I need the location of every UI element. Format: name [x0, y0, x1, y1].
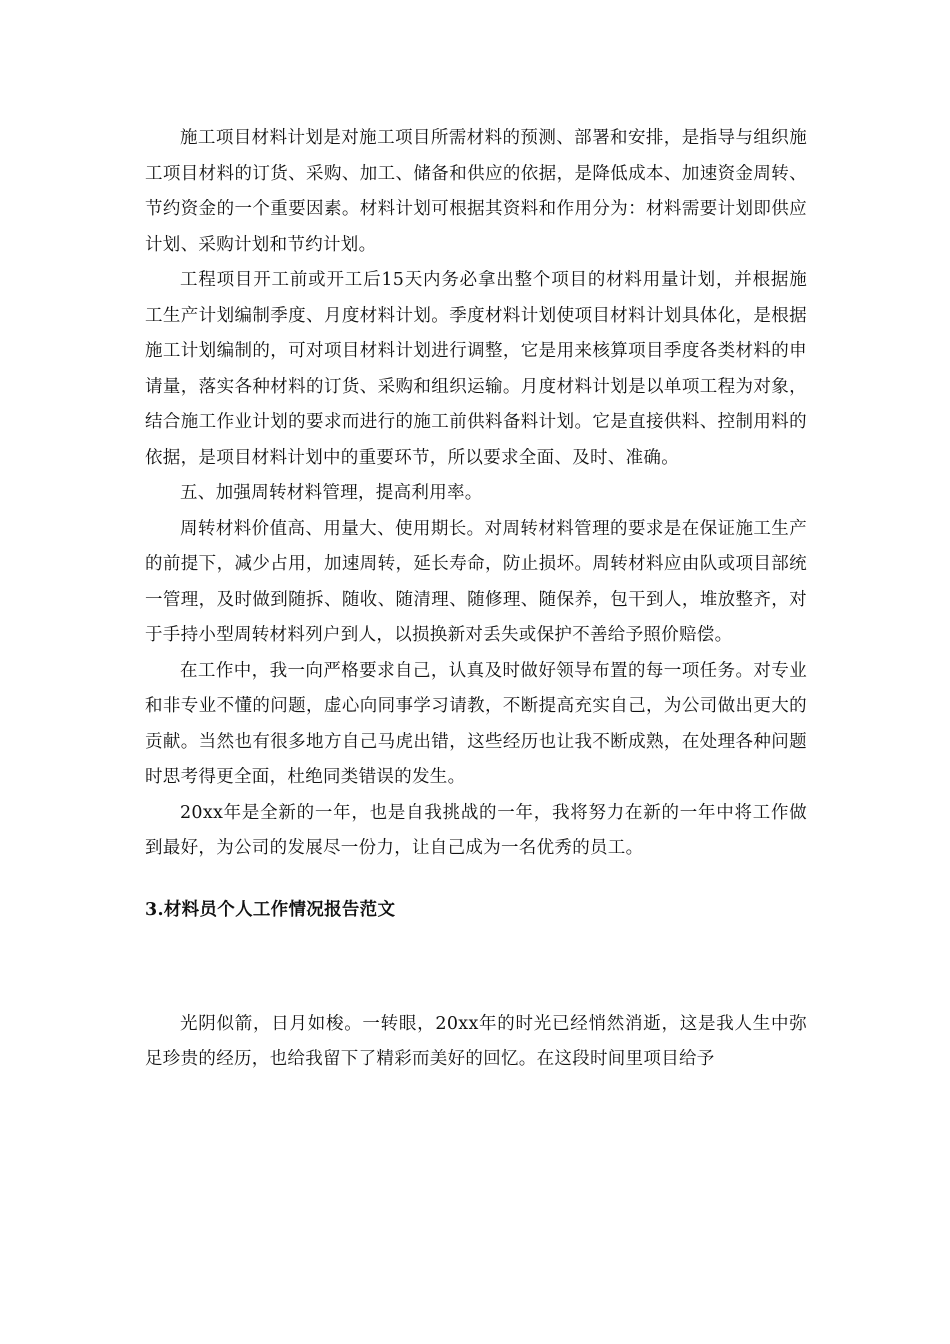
paragraph-section-five: 五、加强周转材料管理，提高利用率。 — [180, 483, 483, 503]
paragraph-time-flies: 光阴似箭，日月如梭。一转眼，20xx年的时光已经悄然消逝，这是我人生中弥足珍贵的经历，也给我留下了精彩而美好的回忆。在这段时间里项目给予 — [145, 1013, 807, 1069]
document-page — [145, 121, 807, 1078]
paragraph-material-plan: 施工项目材料计划是对施工项目所需材料的预测、部署和安排，是指导与组织施工项目材料的订货、采购、加工、储备和供应的依据，是降低成本、加速资金周转、节约资金的一个重要因素。材料计划可根据其资料和作用分为：材料需要计划即供应计划、采购计划和节约计划。 — [145, 128, 807, 255]
paragraph-work-attitude: 在工作中，我一向严格要求自己，认真及时做好领导布置的每一项任务。对专业和非专业不懂的问题，虚心向同事学习请教，不断提高充实自己，为公司做出更大的贡献。当然也有很多地方自己马虎出错，这些经历也让我不断成熟，在处理各种问题时思考得更全面，杜绝同类错误的发生。 — [145, 660, 807, 787]
paragraph-new-year: 20xx年是全新的一年，也是自我挑战的一年，我将努力在新的一年中将工作做到最好，为公司的发展尽一份力，让自己成为一名优秀的员工。 — [145, 802, 807, 858]
heading-spacer — [145, 928, 807, 1007]
paragraph-turnover-materials: 周转材料价值高、用量大、使用期长。对周转材料管理的要求是在保证施工生产的前提下，减少占用，加速周转，延长寿命，防止损坏。周转材料应由队或项目部统一管理，及时做到随拆、随收、随清理、随修理、随保养，包干到人，堆放整齐，对于手持小型周转材料列户到人，以损换新对丢失或保护不善给予照价赔偿。 — [145, 518, 807, 645]
paragraph-project-schedule: 工程项目开工前或开工后15天内务必拿出整个项目的材料用量计划，并根据施工生产计划编制季度、月度材料计划。季度材料计划使项目材料计划具体化，是根据施工计划编制的，可对项目材料计划进行调整，它是用来核算项目季度各类材料的申请量，落实各种材料的订货、采购和组织运输。月度材料计划是以单项工程为对象，结合施工作业计划的要求而进行的施工前供料备料计划。它是直接供料、控制用料的依据，是项目材料计划中的重要环节，所以要求全面、及时、准确。 — [145, 270, 807, 468]
section-heading: 3.材料员个人工作情况报告范文 — [145, 899, 396, 920]
